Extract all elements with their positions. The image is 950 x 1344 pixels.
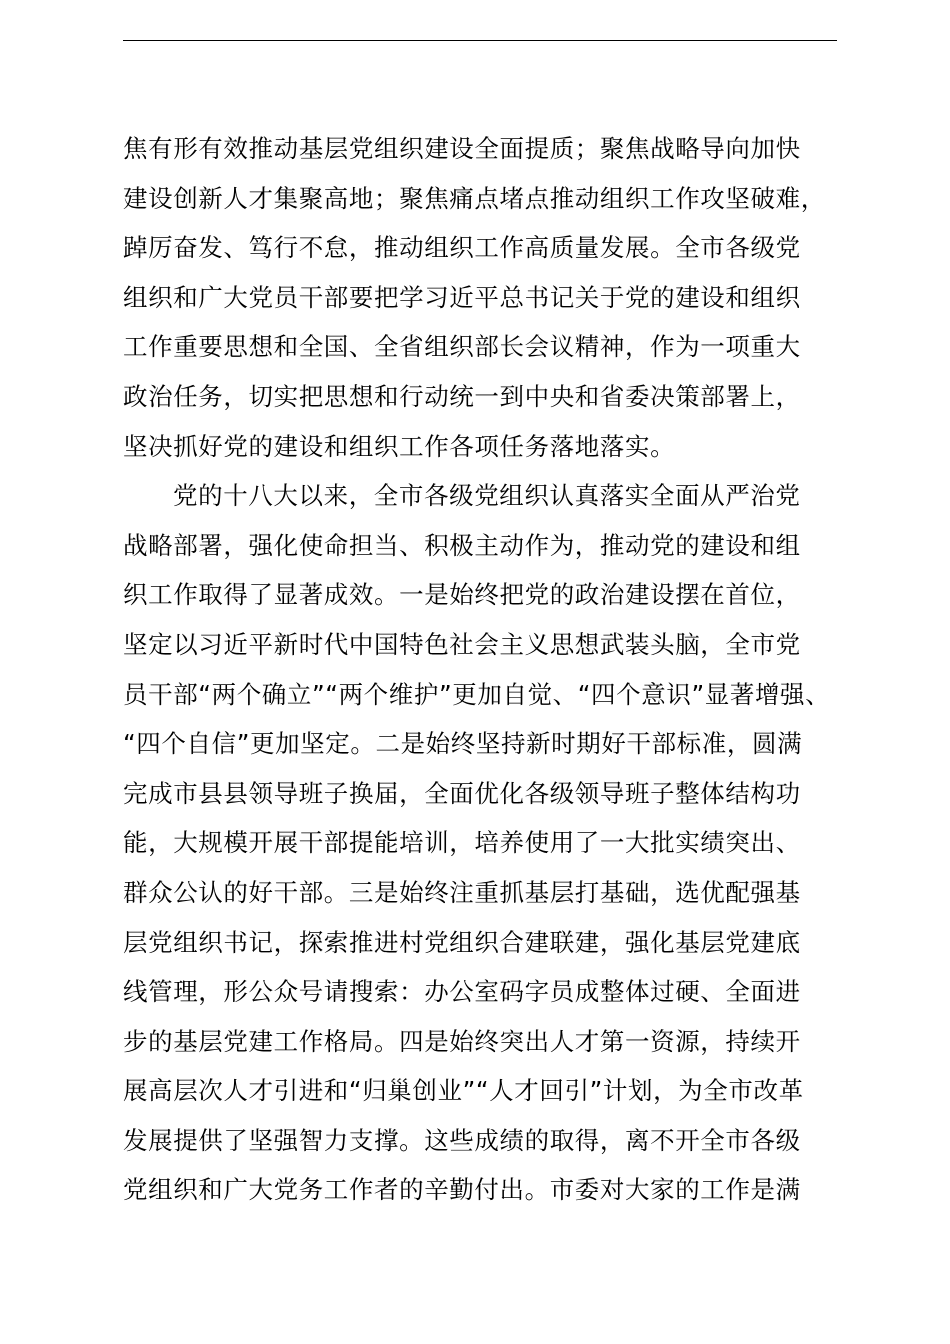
text-line: 员干部“两个确立”“两个维护”更加自觉、“四个意识”显著增强、 (123, 679, 831, 709)
text-line: 群众公认的好干部。三是始终注重抓基层打基础，选优配强基 (123, 877, 801, 907)
text-line: 层党组织书记，探索推进村党组织合建联建，强化基层党建底 (123, 927, 801, 957)
text-line: 坚决抓好党的建设和组织工作各项任务落地落实。 (123, 431, 676, 461)
text-line: 完成市县县领导班子换届，全面优化各级领导班子整体结构功 (123, 778, 801, 808)
text-line: 战略部署，强化使命担当、积极主动作为，推动党的建设和组 (123, 530, 801, 560)
text-line: 能，大规模开展干部提能培训，培养使用了一大批实绩突出、 (123, 828, 801, 858)
text-line: 工作重要思想和全国、全省组织部长会议精神，作为一项重大 (123, 332, 801, 362)
text-line: 踔厉奋发、笃行不怠，推动组织工作高质量发展。全市各级党 (123, 233, 801, 263)
text-line: 发展提供了坚强智力支撑。这些成绩的取得，离不开全市各级 (123, 1125, 801, 1155)
text-line: 党组织和广大党务工作者的辛勤付出。市委对大家的工作是满 (123, 1175, 801, 1205)
text-line: 步的基层党建工作格局。四是始终突出人才第一资源，持续开 (123, 1026, 801, 1056)
text-line: 展高层次人才引进和“归巢创业”“人才回引”计划，为全市改革 (123, 1076, 804, 1106)
text-line: 织工作取得了显著成效。一是始终把党的政治建设摆在首位， (123, 580, 801, 610)
text-line: 建设创新人才集聚高地；聚焦痛点堵点推动组织工作攻坚破难， (123, 183, 826, 213)
text-line: 焦有形有效推动基层党组织建设全面提质；聚焦战略导向加快 (123, 134, 801, 163)
paragraph-first-line: 党的十八大以来，全市各级党组织认真落实全面从严治党 (173, 481, 801, 511)
text-line: 线管理，形公众号请搜索：办公室码字员成整体过硬、全面进 (123, 977, 801, 1007)
text-line: 坚定以习近平新时代中国特色社会主义思想武装头脑，全市党 (123, 629, 801, 659)
text-line: 政治任务，切实把思想和行动统一到中央和省委决策部署上， (123, 381, 801, 411)
text-line: “四个自信”更加坚定。二是始终坚持新时期好干部标准，圆满 (123, 729, 803, 759)
text-line: 组织和广大党员干部要把学习近平总书记关于党的建设和组织 (123, 282, 801, 312)
header-rule (123, 40, 837, 41)
body-text (123, 124, 853, 1215)
